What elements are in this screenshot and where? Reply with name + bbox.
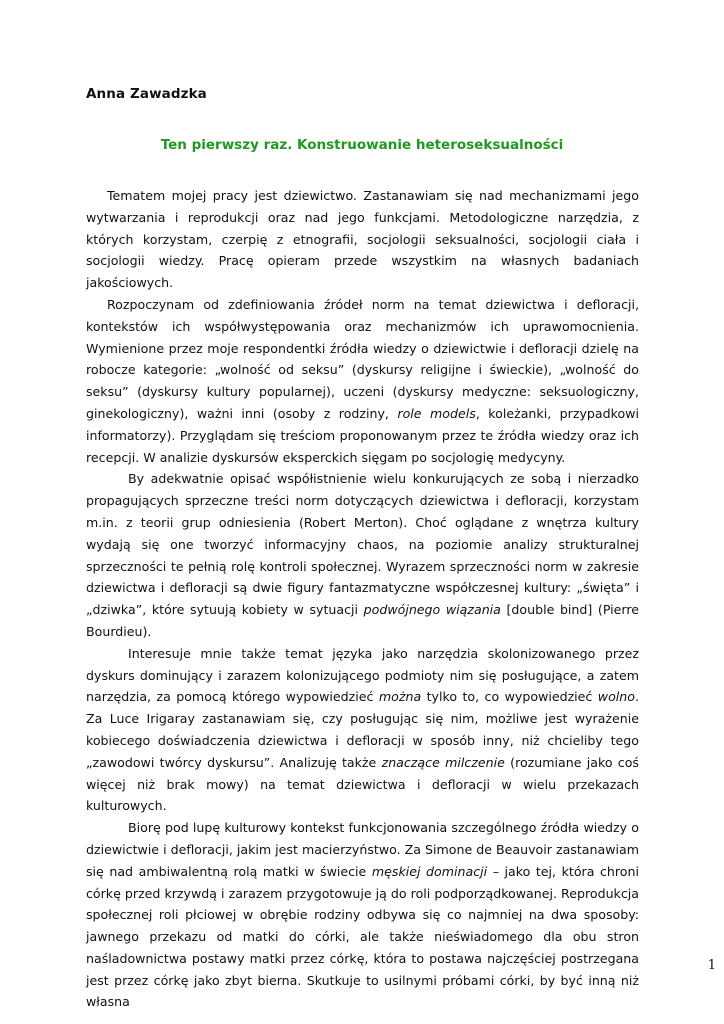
author-name: Anna Zawadzka xyxy=(86,86,207,102)
emphasis-text: role models xyxy=(397,405,476,421)
paragraph-text: (rozumiane jako coś więcej niż brak mowy) na temat dziewictwa i defloracji w wielu przekazach kulturowych. xyxy=(86,754,639,814)
body-text xyxy=(86,185,639,1013)
paragraph xyxy=(86,294,639,468)
emphasis-text: wolno xyxy=(597,689,635,705)
paragraph-text: Interesuje mnie także temat języka jako narzędzia skolonizowanego przez dyskurs dominujący i zarazem kolonizującego podmioty nim się posługujące, a zatem narzędzia, za pomocą którego wypowiedzieć xyxy=(86,645,639,705)
emphasis-text: męskiej dominacji xyxy=(371,863,488,879)
paragraph-text: – jako tej, która chroni córkę przed krzywdą i zarazem przygotowuje ją do roli podporządkowanej. Reprodukcja społecznej roli płciowej w obrębie rodziny odbywa się co najmniej na dwa sposoby: jawnego przekazu od matki do córki, ale także nieświadomego dla obu stron naśladownictwa postawy matki przez córkę, która to postawa najczęściej postrzegana jest przez córkę jako zbyt bierna. Skutkuje to usilnymi próbami córki, by być inną niż własna xyxy=(86,863,639,1010)
paragraph-text: Rozpoczynam od zdefiniowania źródeł norm na temat dziewictwa i defloracji, kontekstów ich współwystępowania oraz mechanizmów ich uprawomocnienia. Wymienione przez moje respondentki źródła wiedzy o dziewictwie i defloracji dzielę na robocze kategorie: „wolność od seksu” (dyskursy religijne i świeckie), „wolność do seksu” (dyskursy kultury popularnej), uczeni (dyskursy medyczne: seksuologiczny, ginekologiczny), ważni inni (osoby z rodziny, xyxy=(86,296,639,421)
paragraph xyxy=(86,185,639,294)
paragraph-text: Biorę pod lupę kulturowy kontekst funkcjonowania szczególnego źródła wiedzy o dziewictwie i defloracji, jakim jest macierzyństwo. Za Simone de Beauvoir zastanawiam się nad ambiwalentną rolą matki w świecie xyxy=(86,820,639,879)
paragraph-text: , koleżanki, przypadkowi informatorzy). Przyglądam się treściom proponowanym przez te źródła wiedzy oraz ich recepcji. W analizie dyskursów eksperckich sięgam po socjologię medycyny. xyxy=(86,405,639,465)
paragraph-text: Tematem mojej pracy jest dziewictwo. Zastanawiam się nad mechanizmami jego wytwarzania i reprodukcji oraz nad jego funkcjami. Metodologiczne narzędzia, z których korzystam, czerpię z etnografii, socjologii seksualności, socjologii ciała i socjologii wiedzy. Pracę opieram przede wszystkim na własnych badaniach jakościowych. xyxy=(86,188,639,291)
document-title: Ten pierwszy raz. Konstruowanie heteroseksualności xyxy=(160,137,564,153)
emphasis-text: znaczące milczenie xyxy=(381,754,505,770)
paragraph xyxy=(86,817,639,1013)
emphasis-text: podwójnego wiązania xyxy=(363,602,501,618)
paragraph-text: [double bind] (Pierre Bourdieu). xyxy=(86,602,640,639)
paragraph-text: . Za Luce Irigaray zastanawiam się, czy posługując się nim, możliwe jest wyrażenie kobiecego doświadczenia dziewictwa i defloracji w sposób inny, niż chcieliby tego „zawodowi twórcy dyskursu”. Analizuję także xyxy=(86,689,639,770)
paragraph-text: tylko to, co wypowiedzieć xyxy=(421,689,598,705)
paragraph xyxy=(86,643,639,817)
page-number: 1 xyxy=(707,958,716,973)
paragraph xyxy=(86,468,639,642)
paragraph-text: By adekwatnie opisać współistnienie wielu konkurujących ze sobą i nierzadko propagujących sprzeczne treści norm dotyczących dziewictwa i defloracji, korzystam m.in. z teorii grup odniesienia (Robert Merton). Choć oglądane z wnętrza kultury wydają się one tworzyć informacyjny chaos, na poziomie analizy strukturalnej sprzeczności te pełnią rolę kontroli społecznej. Wyrazem sprzeczności norm w zakresie dziewictwa i defloracji są dwie figury fantazmatyczne współczesnej kultury: „święta” i „dziwka”, które sytuują kobiety w sytuacji xyxy=(86,471,639,618)
emphasis-text: można xyxy=(378,689,422,705)
